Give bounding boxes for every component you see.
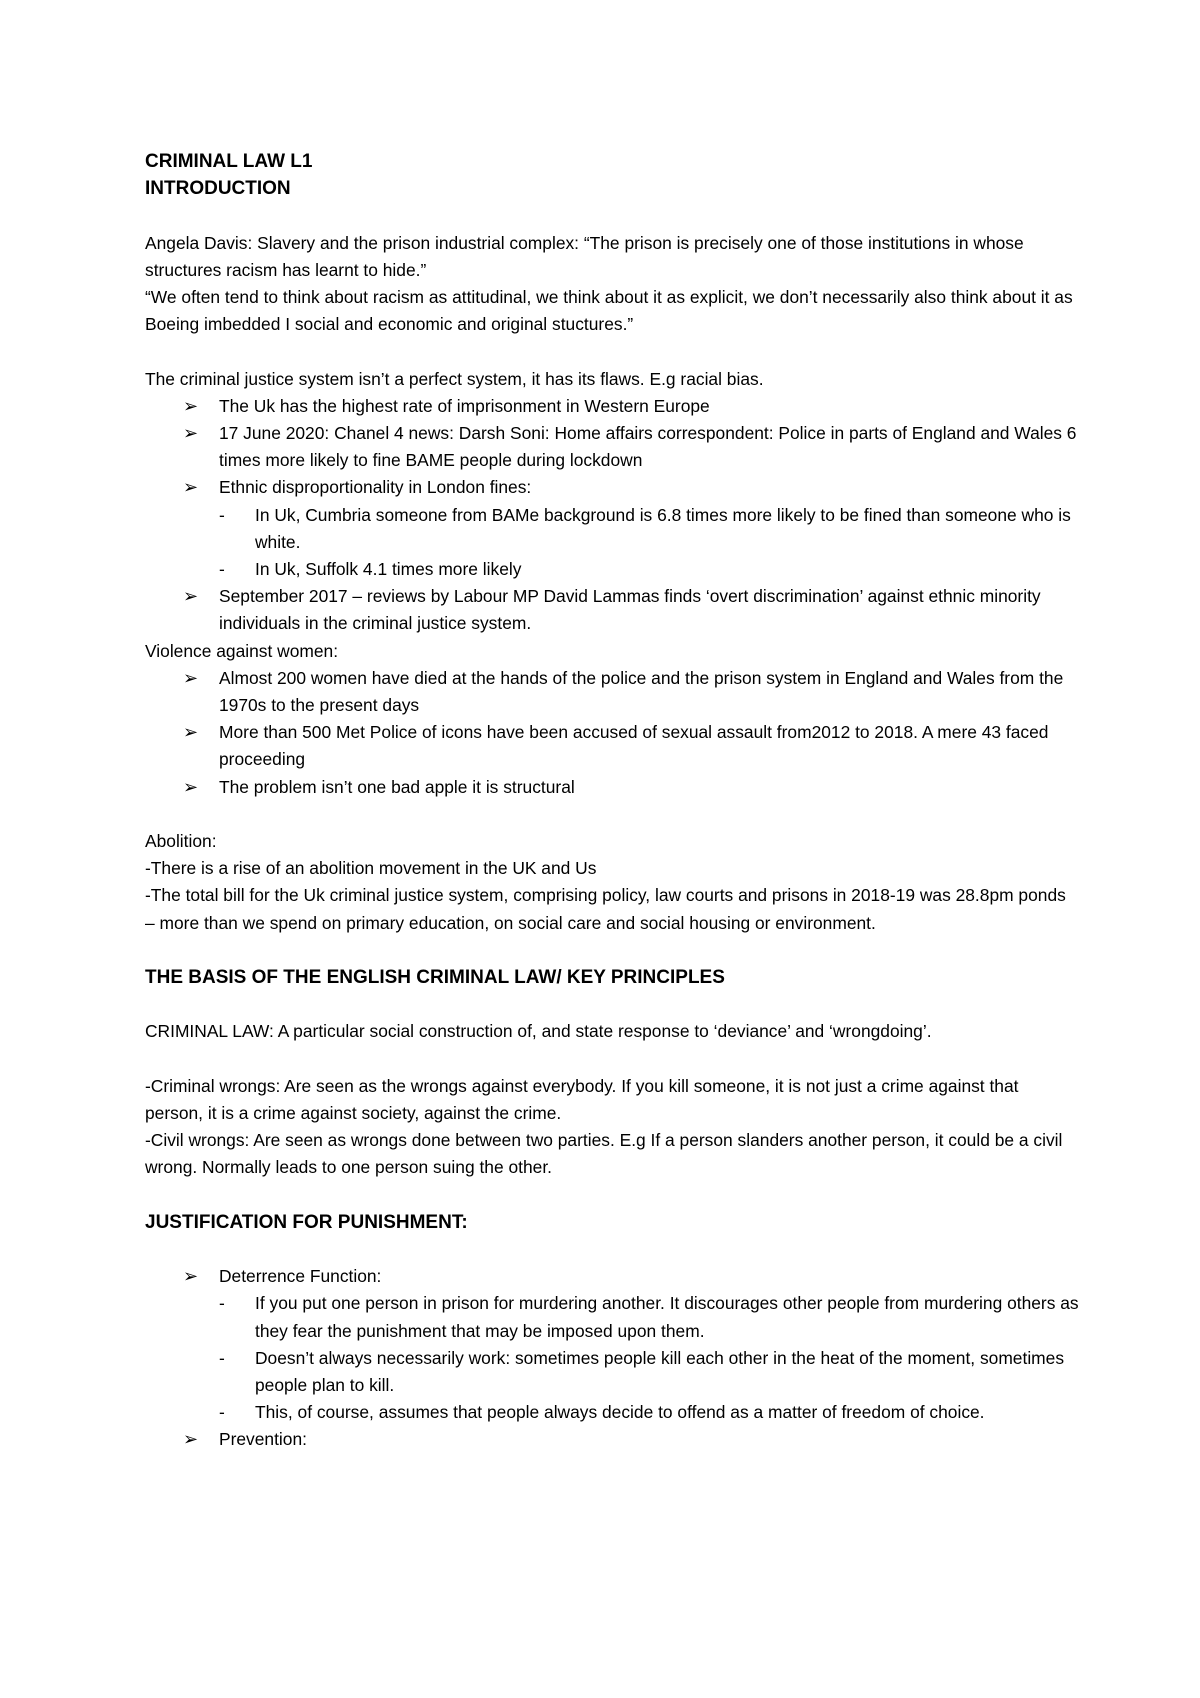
section-heading-justification: JUSTIFICATION FOR PUNISHMENT: (145, 1211, 468, 1233)
list-item (145, 774, 1080, 801)
list-item-text: Almost 200 women have died at the hands of the police and the prison system in England and Wales from the 1970s to the present days (219, 667, 1064, 716)
criminal-law-definition: CRIMINAL LAW: A particular social construction of, and state response to ‘deviance’ and ‘wrongdoing’. (145, 1021, 932, 1042)
intro-quote-2: “We often tend to think about racism as attitudinal, we think about it as explicit, we don’t necessarily also think about it as Boeing imbedded I social and economic and original stuctures.” (145, 287, 1073, 335)
list-item (145, 719, 1080, 773)
dash-bullet: - (219, 1293, 225, 1314)
spacer (145, 991, 1080, 1018)
doc-subtitle: INTRODUCTION (145, 178, 291, 200)
spacer (145, 338, 1080, 365)
document-body (145, 148, 1080, 1454)
list-item-text: The Uk has the highest rate of imprisonment in Western Europe (219, 395, 710, 416)
list-item-text: September 2017 – reviews by Labour MP David Lammas finds ‘overt discrimination’ against ethnic minority individuals in the criminal justice system. (219, 586, 1041, 634)
arrow-bullet-icon: ➢ (183, 776, 199, 797)
dash-bullet: - (219, 559, 225, 580)
sub-list-item (145, 1399, 1080, 1426)
vaw-heading: Violence against women: (145, 640, 339, 661)
dash-bullet: - (219, 1347, 225, 1368)
list-item (145, 583, 1080, 637)
list-item (145, 1263, 1080, 1290)
arrow-bullet-icon: ➢ (183, 1429, 199, 1450)
sub-list-item (145, 1290, 1080, 1344)
arrow-bullet-icon: ➢ (183, 722, 199, 743)
spacer (145, 937, 1080, 964)
list-item (145, 474, 1080, 501)
spacer (145, 1182, 1080, 1209)
sub-list-item (145, 502, 1080, 556)
arrow-bullet-icon: ➢ (183, 477, 199, 498)
list-item-text: Deterrence Function: (219, 1266, 382, 1287)
list-item (145, 393, 1080, 420)
spacer (145, 801, 1080, 828)
abolition-paragraph-2: -The total bill for the Uk criminal justice system, comprising policy, law courts and prisons in 2018-19 was 28.8pm ponds – more than we spend on primary education, on social care and social housing or environment. (145, 885, 1066, 933)
spacer (145, 202, 1080, 229)
sub-list-item-text: In Uk, Suffolk 4.1 times more likely (255, 559, 522, 580)
list-item-text: More than 500 Met Police of icons have been accused of sexual assault from2012 to 2018. A mere 43 faced proceeding (219, 722, 1049, 770)
spacer (145, 1046, 1080, 1073)
arrow-bullet-icon: ➢ (183, 395, 199, 416)
list-item-text: 17 June 2020: Chanel 4 news: Darsh Soni: Home affairs correspondent: Police in parts of England and Wales 6 times more likely to fine BAME people during lockdown (219, 423, 1077, 471)
sub-list-item (145, 556, 1080, 583)
civil-wrongs-paragraph: -Civil wrongs: Are seen as wrongs done between two parties. E.g If a person slanders another person, it could be a civil wrong. Normally leads to one person suing the other. (145, 1130, 1063, 1178)
arrow-bullet-icon: ➢ (183, 586, 199, 607)
abolition-heading: Abolition: (145, 831, 217, 852)
spacer (145, 1236, 1080, 1263)
abolition-paragraph-1: -There is a rise of an abolition movement in the UK and Us (145, 858, 597, 879)
cjs-intro: The criminal justice system isn’t a perfect system, it has its flaws. E.g racial bias. (145, 368, 764, 389)
list-item (145, 665, 1080, 719)
list-item (145, 1426, 1080, 1453)
list-item (145, 420, 1080, 474)
sub-list-item-text: This, of course, assumes that people always decide to offend as a matter of freedom of choice. (255, 1402, 985, 1423)
dash-bullet: - (219, 1402, 225, 1423)
sub-list-item-text: Doesn’t always necessarily work: sometimes people kill each other in the heat of the moment, sometimes people plan to kill. (255, 1347, 1065, 1396)
list-item-text: The problem isn’t one bad apple it is structural (219, 776, 575, 797)
dash-bullet: - (219, 504, 225, 525)
doc-title: CRIMINAL LAW L1 (145, 151, 313, 172)
arrow-bullet-icon: ➢ (183, 1266, 199, 1287)
arrow-bullet-icon: ➢ (183, 667, 199, 688)
arrow-bullet-icon: ➢ (183, 423, 199, 443)
sub-list-item (145, 1345, 1080, 1399)
sub-list-item-text: In Uk, Cumbria someone from BAMe background is 6.8 times more likely to be fined than someone who is white. (255, 504, 1071, 552)
sub-list-item-text: If you put one person in prison for murdering another. It discourages other people from murdering others as they fear the punishment that may be imposed upon them. (255, 1293, 1079, 1341)
list-item-text: Prevention: (219, 1429, 307, 1450)
criminal-wrongs-paragraph: -Criminal wrongs: Are seen as the wrongs against everybody. If you kill someone, it is not just a crime against that person, it is a crime against society, against the crime. (145, 1075, 1019, 1124)
intro-quote-1: Angela Davis: Slavery and the prison industrial complex: “The prison is precisely one of those institutions in whose structures racism has learnt to hide.” (145, 232, 1024, 280)
list-item-text: Ethnic disproportionality in London fines: (219, 477, 532, 498)
section-heading-basis: THE BASIS OF THE ENGLISH CRIMINAL LAW/ KEY PRINCIPLES (145, 967, 725, 989)
